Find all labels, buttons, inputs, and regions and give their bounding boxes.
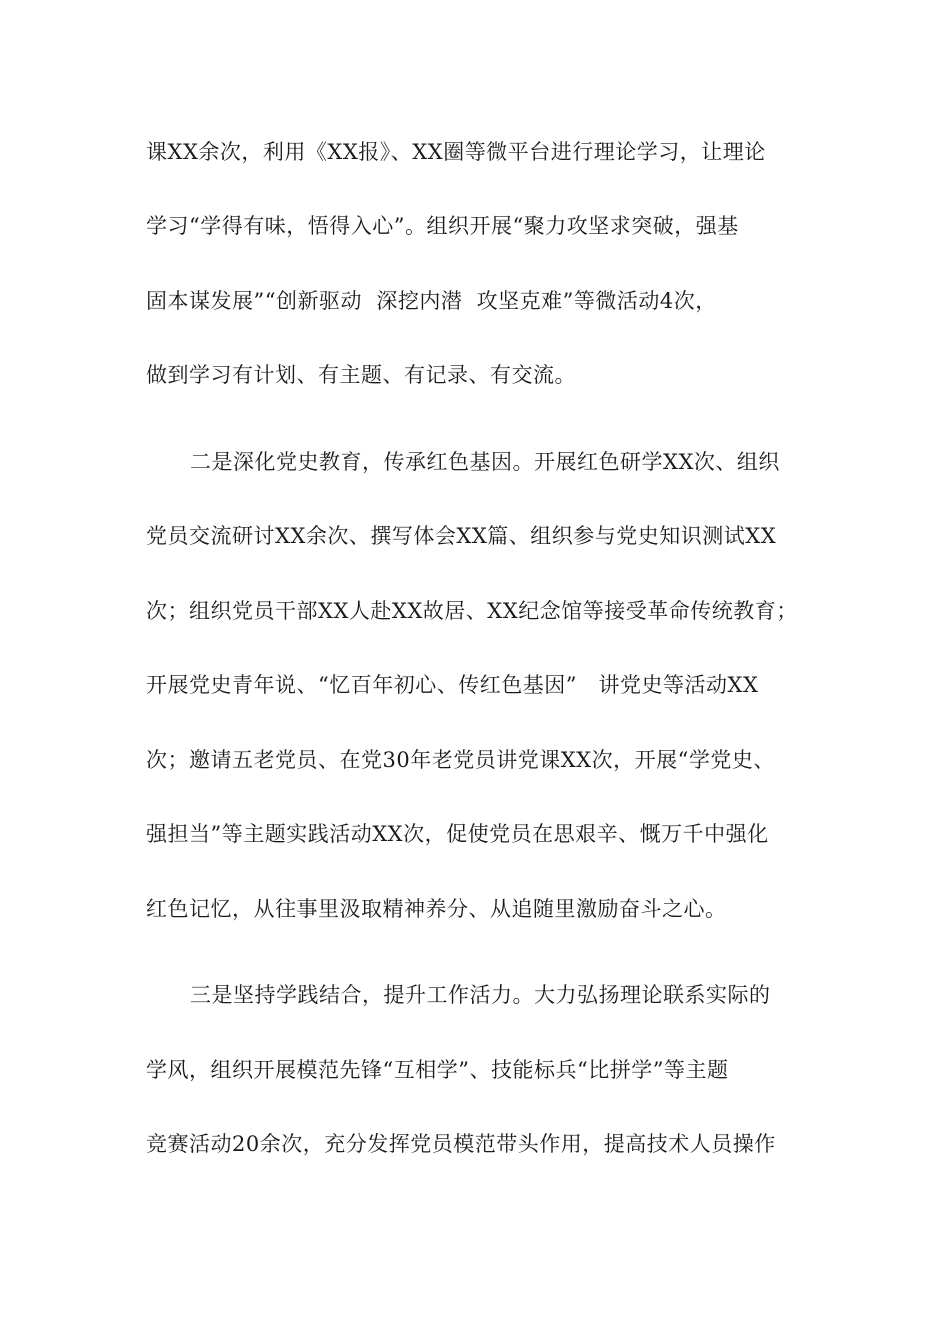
paragraph-line: 红色记忆，从往事里汲取精神养分、从追随里激励奋斗之心。 bbox=[146, 897, 727, 921]
paragraph-line: 固本谋发展”“创新驱动 深挖内潜 攻坚克难”等微活动4次， bbox=[146, 289, 717, 313]
paragraph-line: 做到学习有计划、有主题、有记录、有交流。 bbox=[146, 363, 576, 387]
paragraph-line: 强担当”等主题实践活动XX次，促使党员在思艰辛、慨万千中强化 bbox=[146, 822, 769, 846]
paragraph-line: 次；组织党员干部XX人赴XX故居、XX纪念馆等接受革命传统教育； bbox=[146, 599, 798, 623]
paragraph-line: 次；邀请五老党员、在党30年老党员讲党课XX次，开展“学党史、 bbox=[146, 748, 775, 772]
paragraph-line: 开展党史青年说、“忆百年初心、传红色基因” 讲党史等活动XX bbox=[146, 673, 759, 697]
paragraph-line: 学风，组织开展模范先锋“互相学”、技能标兵“比拼学”等主题 bbox=[146, 1058, 729, 1082]
paragraph-line: 学习“学得有味，悟得入心”。组织开展“聚力攻坚求突破，强基 bbox=[146, 214, 739, 238]
paragraph-line: 课XX余次，利用《XX报》、XX圈等微平台进行理论学习，让理论 bbox=[146, 140, 766, 164]
paragraph-line: 三是坚持学践结合，提升工作活力。大力弘扬理论联系实际的 bbox=[190, 983, 771, 1007]
paragraph-line: 竞赛活动20余次，充分发挥党员模范带头作用，提高技术人员操作 bbox=[146, 1132, 776, 1156]
paragraph-line: 党员交流研讨XX余次、撰写体会XX篇、组织参与党史知识测试XX bbox=[146, 524, 777, 548]
paragraph-line: 二是深化党史教育，传承红色基因。开展红色研学XX次、组织 bbox=[190, 450, 780, 474]
